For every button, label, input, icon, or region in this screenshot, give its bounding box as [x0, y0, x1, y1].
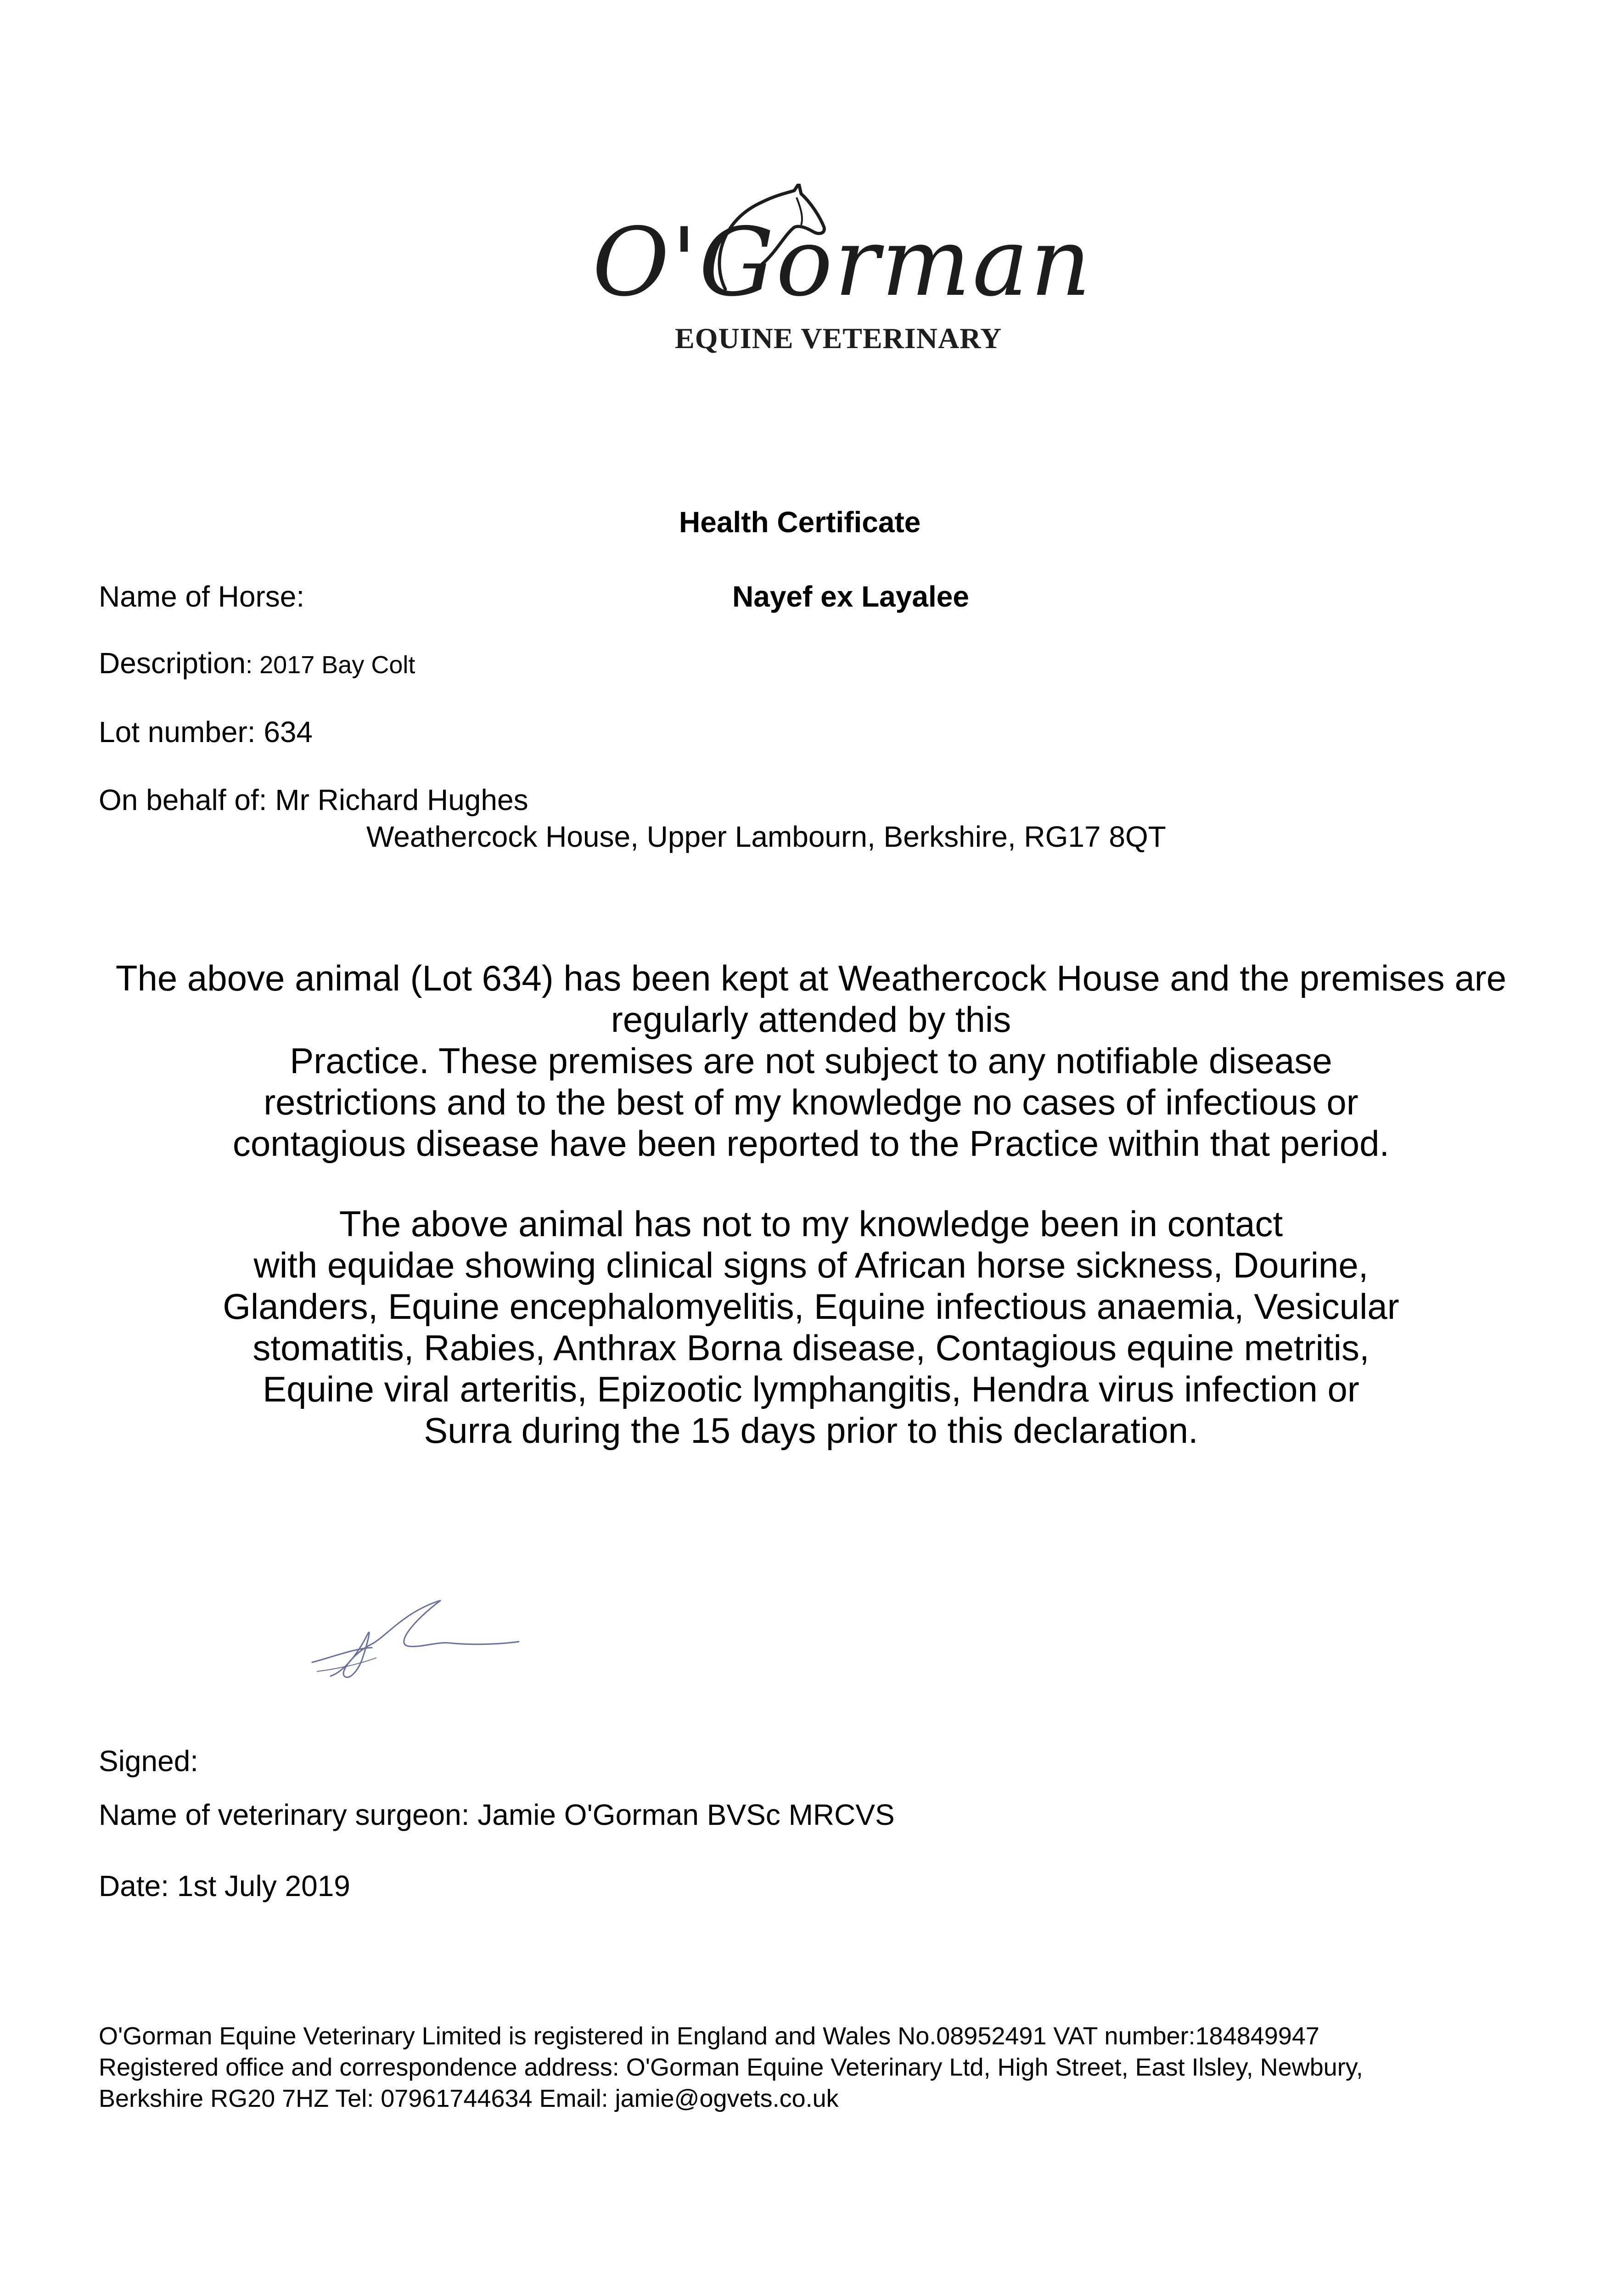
horse-name-value: Nayef ex Layalee: [732, 580, 969, 613]
signature-mark: [303, 1593, 523, 1713]
paragraph-line: The above animal has not to my knowledge been in contact: [339, 1204, 1283, 1244]
description-label: Description: [99, 647, 246, 680]
logo-brand-text: O'Gorman: [592, 208, 1093, 317]
company-footer: [99, 2020, 1363, 2114]
footer-line: Registered office and correspondence address: O'Gorman Equine Veterinary Ltd, High Street, East Ilsley, Newbury,: [99, 2054, 1363, 2081]
on-behalf-line: On behalf of: Mr Richard Hughes: [99, 783, 528, 816]
date-line: Date: 1st July 2019: [99, 1869, 350, 1902]
description-line: [99, 646, 415, 680]
paragraph-line: Equine viral arteritis, Epizootic lymphangitis, Hendra virus infection or: [263, 1369, 1359, 1409]
owner-address: Weathercock House, Upper Lambourn, Berkshire, RG17 8QT: [366, 820, 1166, 853]
paragraph-line: Glanders, Equine encephalomyelitis, Equine infectious anaemia, Vesicular: [223, 1286, 1399, 1327]
logo-subtitle: EQUINE VETERINARY: [675, 322, 1002, 355]
paragraph-line: stomatitis, Rabies, Anthrax Borna disease, Contagious equine metritis,: [253, 1328, 1369, 1368]
veterinary-surgeon-line: Name of veterinary surgeon: Jamie O'Gorman BVSc MRCVS: [99, 1798, 895, 1831]
paragraph-line: Surra during the 15 days prior to this declaration.: [424, 1410, 1198, 1451]
footer-line: Berkshire RG20 7HZ Tel: 07961744634 Email: jamie@ogvets.co.uk: [99, 2085, 839, 2112]
company-logo: [592, 184, 1093, 367]
paragraph-line: contagious disease have been reported to the Practice within that period.: [232, 1123, 1390, 1164]
paragraph-line: restrictions and to the best of my knowledge no cases of infectious or: [264, 1082, 1358, 1122]
footer-line: O'Gorman Equine Veterinary Limited is registered in England and Wales No.08952491 VAT number:184849947: [99, 2022, 1319, 2050]
certificate-title: Health Certificate: [679, 506, 921, 539]
paragraph-line: The above animal (Lot 634) has been kept at Weathercock House and the premises are: [115, 958, 1507, 998]
declaration-paragraph-1: [92, 957, 1530, 1164]
description-value: : 2017 Bay Colt: [246, 651, 415, 679]
paragraph-line: Practice. These premises are not subject to any notifiable disease: [290, 1041, 1332, 1081]
horse-name-label: Name of Horse:: [99, 580, 305, 613]
paragraph-line: with equidae showing clinical signs of African horse sickness, Dourine,: [253, 1245, 1369, 1285]
paragraph-line: regularly attended by this: [611, 999, 1011, 1040]
signed-label: Signed:: [99, 1745, 199, 1778]
lot-number-line: Lot number: 634: [99, 715, 313, 748]
declaration-paragraph-2: [92, 1203, 1530, 1451]
